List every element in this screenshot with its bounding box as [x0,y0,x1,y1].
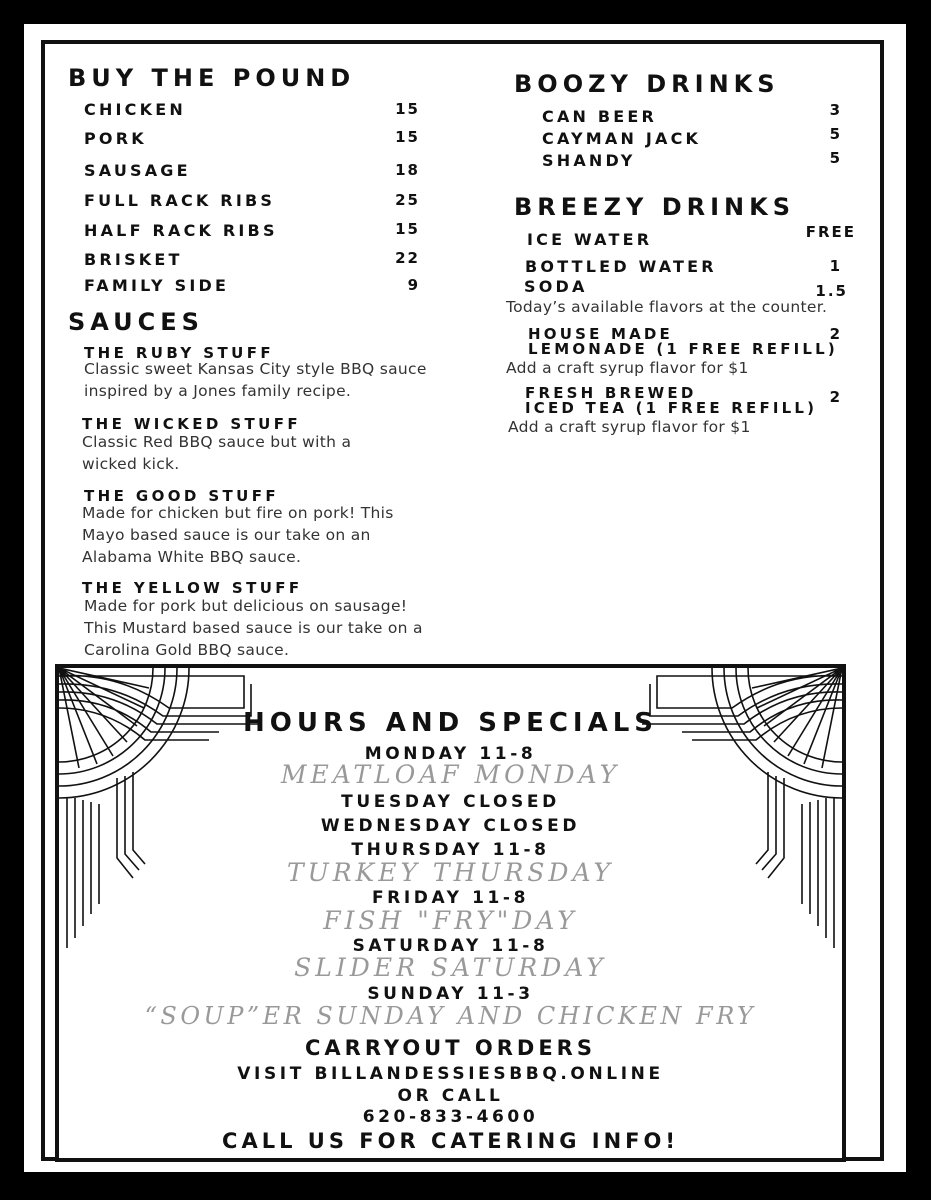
sauces-heading: SAUCES [68,308,204,336]
drink-name: CAYMAN JACK [542,129,702,148]
hours-specials-heading: HOURS AND SPECIALS [243,708,658,738]
pound-item-price: 18 [395,161,420,179]
pound-item-name: HALF RACK RIBS [84,221,278,240]
sunday-hours: SUNDAY 11-3 [367,984,534,1004]
drink-name: FRESH BREWED [525,384,697,402]
saturday-hours: SATURDAY 11-8 [352,936,549,956]
pound-item-name: FAMILY SIDE [84,276,230,295]
drink-price: FREE [805,223,856,241]
sauce-description: Made for chicken but fire on pork! This Mayo based sauce is our take on an Alabama White BBQ sauce. [82,504,394,566]
phone-number[interactable]: 620-833-4600 [362,1107,539,1127]
pound-item-price: 15 [395,128,420,146]
sauce-name: THE RUBY STUFF [84,344,274,362]
sauce-description: Classic sweet Kansas City style BBQ sauce inspired by a Jones family recipe. [84,360,427,400]
wednesday-hours: WEDNESDAY CLOSED [320,816,581,836]
monday-hours: MONDAY 11-8 [364,744,537,764]
sauce-description: Classic Red BBQ sauce but with a wicked kick. [82,433,352,473]
drink-price: 1.5 [815,282,848,300]
or-call-text: OR CALL [397,1086,504,1106]
sauce-name: THE GOOD STUFF [84,487,280,505]
pound-item-name: SAUSAGE [84,161,191,180]
pound-item-price: 15 [395,100,420,118]
sunday-special: “SOUP”ER SUNDAY AND CHICKEN FRY [144,1002,757,1030]
drink-price: 5 [829,125,842,143]
catering-callout: CALL US FOR CATERING INFO! [222,1129,679,1153]
thursday-hours: THURSDAY 11-8 [351,840,550,860]
drink-note: Today’s available flavors at the counter. [506,298,828,316]
buy-the-pound-heading: BUY THE POUND [68,64,356,92]
drink-price: 3 [829,101,842,119]
drink-price: 5 [829,149,842,167]
pound-item-name: CHICKEN [84,100,186,119]
drink-name: BOTTLED WATER [525,257,717,276]
drink-price: 2 [829,325,842,343]
website-link[interactable]: VISIT BILLANDESSIESBBQ.ONLINE [237,1064,664,1084]
drink-name: CAN BEER [542,107,658,126]
pound-item-price: 25 [395,191,420,209]
drink-note: Add a craft syrup flavor for $1 [508,418,751,436]
carryout-heading: CARRYOUT ORDERS [305,1036,596,1060]
friday-special: FISH "FRY"DAY [323,906,578,935]
pound-item-price: 9 [407,276,420,294]
hours-specials-panel [55,664,846,1162]
breezy-drinks-heading: BREEZY DRINKS [514,193,795,221]
drink-name: HOUSE MADE [528,325,673,343]
boozy-drinks-heading: BOOZY DRINKS [514,70,780,98]
drink-name: ICE WATER [527,230,653,249]
pound-item-name: FULL RACK RIBS [84,191,276,210]
friday-hours: FRIDAY 11-8 [371,888,530,908]
pound-item-price: 15 [395,220,420,238]
tuesday-hours: TUESDAY CLOSED [341,792,560,812]
sauce-name: THE WICKED STUFF [82,415,302,433]
drink-name: ICED TEA (1 FREE REFILL) [525,399,818,417]
thursday-special: TURKEY THURSDAY [286,858,615,887]
pound-item-price: 22 [395,249,420,267]
pound-item-name: PORK [84,129,147,148]
drink-name: SHANDY [542,151,636,170]
drink-price: 2 [829,388,842,406]
drink-name: LEMONADE (1 FREE REFILL) [528,340,838,358]
sauce-description: Made for pork but delicious on sausage! This Mustard based sauce is our take on a Carolina Gold BBQ sauce. [84,597,423,659]
drink-price: 1 [829,257,842,275]
drink-note: Add a craft syrup flavor for $1 [506,359,749,377]
saturday-special: SLIDER SATURDAY [294,953,607,982]
pound-item-name: BRISKET [84,250,183,269]
drink-name: SODA [524,277,588,296]
sauce-name: THE YELLOW STUFF [82,579,303,597]
monday-special: MEATLOAF MONDAY [280,760,621,789]
